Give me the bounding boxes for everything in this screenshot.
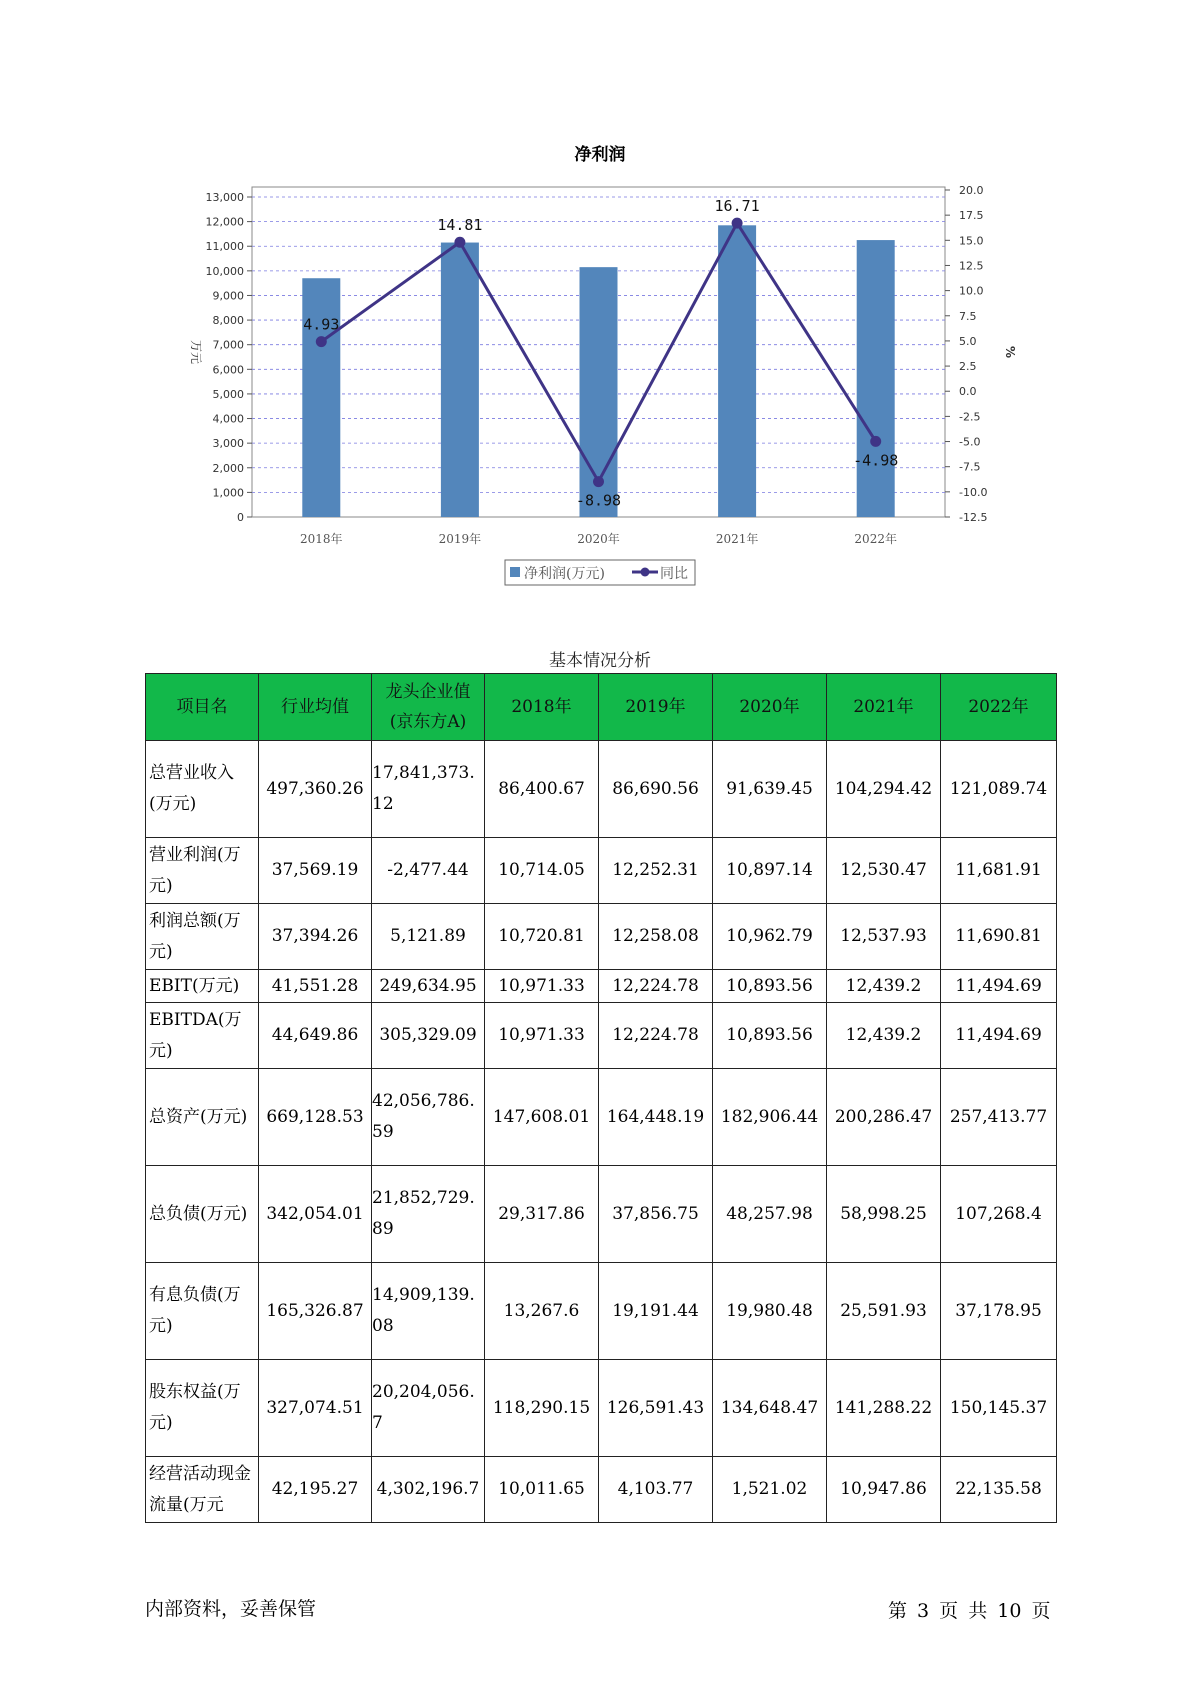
table-row xyxy=(146,904,1057,970)
y-right-tick-label: 0.0 xyxy=(959,385,977,399)
x-tick-label: 2018年 xyxy=(300,532,343,546)
yoy-point xyxy=(593,476,604,487)
table-cell: 118,290.15 xyxy=(485,1360,599,1457)
table-caption: 基本情况分析 xyxy=(549,651,651,671)
table-header-row xyxy=(146,674,1057,741)
yoy-data-label: -4.98 xyxy=(853,451,899,470)
table-cell: 10,947.86 xyxy=(827,1457,941,1523)
table-cell: 12,537.93 xyxy=(827,904,941,970)
y-left-tick-label: 13,000 xyxy=(205,191,244,204)
bar-2019年 xyxy=(441,243,479,517)
y-right-tick-label: -12.5 xyxy=(959,511,988,524)
table-cell: 48,257.98 xyxy=(713,1166,827,1263)
table-cell: 19,980.48 xyxy=(713,1263,827,1360)
table-cell: 669,128.53 xyxy=(259,1069,372,1166)
y-left-tick-label: 10,000 xyxy=(205,264,244,278)
table-cell: 21,852,729.89 xyxy=(372,1166,485,1263)
table-cell: 37,394.26 xyxy=(259,904,372,970)
table-row xyxy=(146,838,1057,904)
table-cell: 249,634.95 xyxy=(372,970,485,1003)
row-label: 经营活动现金流量(万元 xyxy=(146,1457,259,1523)
table-cell: 37,178.95 xyxy=(941,1263,1057,1360)
y-left-tick-label: 5,000 xyxy=(212,387,244,401)
table-cell: 342,054.01 xyxy=(259,1166,372,1263)
table-cell: 58,998.25 xyxy=(827,1166,941,1263)
header-item-name: 项目名 xyxy=(146,674,259,741)
table-cell: 10,893.56 xyxy=(713,1003,827,1069)
table-cell: 10,971.33 xyxy=(485,970,599,1003)
table-cell: 11,494.69 xyxy=(941,970,1057,1003)
table-row xyxy=(146,1360,1057,1457)
y-right-tick-label: 12.5 xyxy=(959,259,984,273)
y-right-tick-label: 5.0 xyxy=(959,334,977,348)
header-2020: 2020年 xyxy=(713,674,827,741)
table-cell: 12,224.78 xyxy=(599,1003,713,1069)
yoy-point xyxy=(732,218,743,229)
table-cell: 44,649.86 xyxy=(259,1003,372,1069)
table-cell: 10,893.56 xyxy=(713,970,827,1003)
bar-2022年 xyxy=(857,240,895,517)
y-right-tick-label: -7.5 xyxy=(959,460,981,474)
table-row xyxy=(146,1069,1057,1166)
header-leader-value: 龙头企业值(京东方A) xyxy=(372,674,485,741)
table-cell: 305,329.09 xyxy=(372,1003,485,1069)
net-profit-chart xyxy=(0,0,1191,600)
y-left-tick-label: 9,000 xyxy=(212,289,244,303)
table-cell: 10,714.05 xyxy=(485,838,599,904)
table-cell: 10,720.81 xyxy=(485,904,599,970)
table-cell: 327,074.51 xyxy=(259,1360,372,1457)
basic-analysis-table xyxy=(145,673,1057,1523)
table-cell: 12,439.2 xyxy=(827,1003,941,1069)
y-left-tick-label: 11,000 xyxy=(205,240,244,254)
y-right-axis-title: % xyxy=(1003,345,1017,359)
table-cell: 11,494.69 xyxy=(941,1003,1057,1069)
legend-line-dot xyxy=(641,568,650,577)
table-cell: 12,439.2 xyxy=(827,970,941,1003)
y-left-tick-label: 0 xyxy=(237,511,244,524)
y-left-tick-label: 2,000 xyxy=(212,461,244,475)
table-cell: 25,591.93 xyxy=(827,1263,941,1360)
table-cell: 134,648.47 xyxy=(713,1360,827,1457)
header-2019: 2019年 xyxy=(599,674,713,741)
table-cell: 121,089.74 xyxy=(941,741,1057,838)
yoy-data-label: 4.93 xyxy=(303,315,340,334)
table-cell: 150,145.37 xyxy=(941,1360,1057,1457)
y-right-tick-label: 7.5 xyxy=(959,309,977,323)
footer-confidential: 内部资料，妥善保管 xyxy=(145,1598,317,1620)
table-row xyxy=(146,741,1057,838)
yoy-point xyxy=(870,436,881,447)
bar-2021年 xyxy=(718,225,756,517)
x-tick-label: 2022年 xyxy=(854,532,897,546)
legend-bar-swatch xyxy=(510,567,520,577)
table-cell: 104,294.42 xyxy=(827,741,941,838)
table-cell: 107,268.4 xyxy=(941,1166,1057,1263)
y-right-tick-label: -10.0 xyxy=(959,485,988,499)
table-cell: 141,288.22 xyxy=(827,1360,941,1457)
table-cell: 4,302,196.7 xyxy=(372,1457,485,1523)
table-cell: 257,413.77 xyxy=(941,1069,1057,1166)
table-cell: 165,326.87 xyxy=(259,1263,372,1360)
table-cell: 10,971.33 xyxy=(485,1003,599,1069)
table-cell: 126,591.43 xyxy=(599,1360,713,1457)
table-cell: 41,551.28 xyxy=(259,970,372,1003)
legend-net-profit: 净利润(万元) xyxy=(524,566,605,582)
table-cell: 497,360.26 xyxy=(259,741,372,838)
table-row xyxy=(146,1166,1057,1263)
y-right-tick-label: 15.0 xyxy=(959,234,984,248)
table-cell: 11,681.91 xyxy=(941,838,1057,904)
table-cell: 86,690.56 xyxy=(599,741,713,838)
yoy-data-label: 14.81 xyxy=(437,216,483,235)
table-cell: 91,639.45 xyxy=(713,741,827,838)
table-cell: 22,135.58 xyxy=(941,1457,1057,1523)
row-label: 股东权益(万元) xyxy=(146,1360,259,1457)
table-cell: 12,530.47 xyxy=(827,838,941,904)
y-right-tick-label: -2.5 xyxy=(959,410,981,424)
x-tick-label: 2019年 xyxy=(438,532,482,546)
table-cell: 182,906.44 xyxy=(713,1069,827,1166)
row-label: 营业利润(万元) xyxy=(146,838,259,904)
y-left-tick-label: 12,000 xyxy=(205,215,244,229)
table-cell: 10,962.79 xyxy=(713,904,827,970)
table-cell: 12,252.31 xyxy=(599,838,713,904)
row-label: 总营业收入(万元) xyxy=(146,741,259,838)
row-label: EBITDA(万元) xyxy=(146,1003,259,1069)
table-cell: 5,121.89 xyxy=(372,904,485,970)
yoy-data-label: -8.98 xyxy=(575,491,622,510)
table-cell: 86,400.67 xyxy=(485,741,599,838)
footer-page-number: 第 3 页 共 10 页 xyxy=(888,1600,1051,1622)
yoy-point xyxy=(316,336,327,347)
yoy-data-label: 16.71 xyxy=(714,197,760,216)
table-row xyxy=(146,1263,1057,1360)
table-cell: 11,690.81 xyxy=(941,904,1057,970)
table-cell: 14,909,139.08 xyxy=(372,1263,485,1360)
table-cell: 37,569.19 xyxy=(259,838,372,904)
y-right-tick-label: 17.5 xyxy=(959,209,984,223)
y-left-axis-title: 万元 xyxy=(189,339,203,365)
row-label: 利润总额(万元) xyxy=(146,904,259,970)
table-cell: 42,056,786.59 xyxy=(372,1069,485,1166)
legend-yoy: 同比 xyxy=(660,566,688,582)
y-right-tick-label: 20.0 xyxy=(959,184,984,197)
table-row xyxy=(146,1003,1057,1069)
y-left-tick-label: 8,000 xyxy=(212,314,244,328)
table-cell: 200,286.47 xyxy=(827,1069,941,1166)
row-label: 总负债(万元) xyxy=(146,1166,259,1263)
row-label: 总资产(万元) xyxy=(146,1069,259,1166)
x-tick-label: 2021年 xyxy=(715,532,759,546)
y-left-tick-label: 4,000 xyxy=(212,412,244,426)
chart-title: 净利润 xyxy=(574,145,626,165)
table-cell: 12,258.08 xyxy=(599,904,713,970)
table-cell: 4,103.77 xyxy=(599,1457,713,1523)
header-industry-avg: 行业均值 xyxy=(259,674,372,741)
row-label: EBIT(万元) xyxy=(146,970,259,1003)
y-left-tick-label: 7,000 xyxy=(212,338,244,352)
table-cell: 164,448.19 xyxy=(599,1069,713,1166)
table-cell: 42,195.27 xyxy=(259,1457,372,1523)
table-cell: 37,856.75 xyxy=(599,1166,713,1263)
yoy-point xyxy=(454,237,465,248)
table-cell: 13,267.6 xyxy=(485,1263,599,1360)
y-left-tick-label: 1,000 xyxy=(212,486,244,500)
header-2021: 2021年 xyxy=(827,674,941,741)
bar-2018年 xyxy=(302,278,340,517)
table-cell: 19,191.44 xyxy=(599,1263,713,1360)
table-cell: 29,317.86 xyxy=(485,1166,599,1263)
y-right-tick-label: -5.0 xyxy=(959,435,981,449)
table-cell: 1,521.02 xyxy=(713,1457,827,1523)
y-left-tick-label: 3,000 xyxy=(212,437,244,451)
table-row xyxy=(146,1457,1057,1523)
table-cell: 10,897.14 xyxy=(713,838,827,904)
table-cell: -2,477.44 xyxy=(372,838,485,904)
x-tick-label: 2020年 xyxy=(577,532,620,546)
table-cell: 20,204,056.7 xyxy=(372,1360,485,1457)
y-right-tick-label: 10.0 xyxy=(959,284,984,298)
table-cell: 17,841,373.12 xyxy=(372,741,485,838)
table-cell: 12,224.78 xyxy=(599,970,713,1003)
row-label: 有息负债(万元) xyxy=(146,1263,259,1360)
table-row xyxy=(146,970,1057,1003)
header-2022: 2022年 xyxy=(941,674,1057,741)
y-right-tick-label: 2.5 xyxy=(959,360,977,374)
table-cell: 10,011.65 xyxy=(485,1457,599,1523)
y-left-tick-label: 6,000 xyxy=(212,363,244,377)
table-cell: 147,608.01 xyxy=(485,1069,599,1166)
header-2018: 2018年 xyxy=(485,674,599,741)
